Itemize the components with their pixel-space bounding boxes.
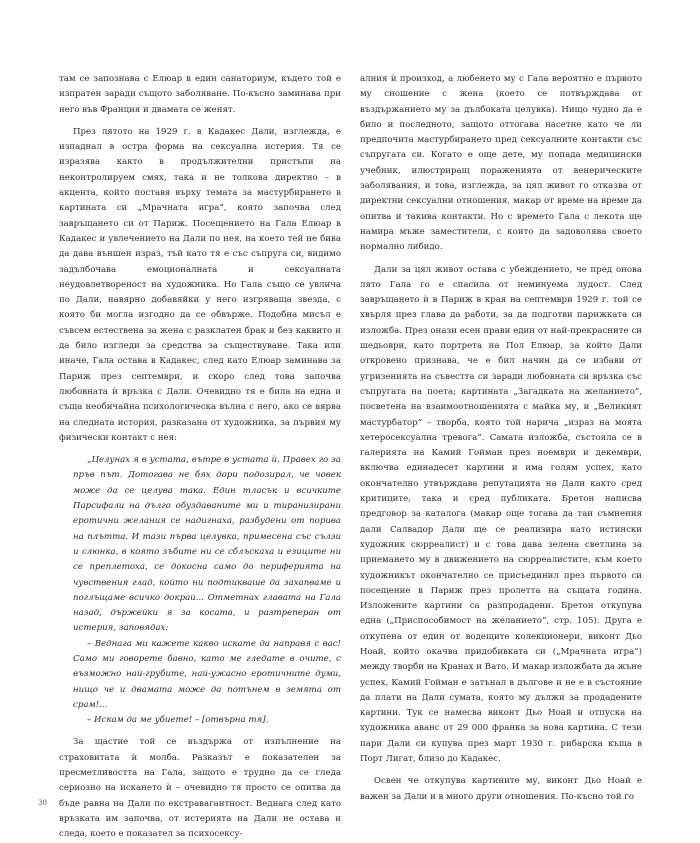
right-text-column xyxy=(360,72,642,805)
quote-paragraph: – Искам да ме убиете! – [отвърна тя]. xyxy=(87,715,269,726)
page-number: 30 xyxy=(38,799,47,807)
body-paragraph: там се запознава с Елюар в един санаториум, където той е изпратен заради същото заболяване. По-късно заминава при него във Франция и двамата се женят. xyxy=(59,74,341,115)
quote-paragraph: – Веднага ми кажете какво искате да направя с вас! Само ми говорете бавно, като ме гледате в очите, с възможно най-грубите, най-ужасно еротичните думи, нищо че и двамата може да потънем в земята от срам!... xyxy=(73,638,341,710)
quote-paragraph: „Целунах я в устата, вътре в устата ѝ. Правех го за пръв път. Дотогава не бях дори подозирал, че човек може да се целува така. Един тласък и всичките Парсифали на дълго обуздаваните ми и тиранизирани еротични желания се надигнаха, разбудени от порива на плътта. И тази първа целувка, примесена със сълзи и слюнка, в която зъбите ни се сблъскаха и езиците ни се преплетоха, се докосна само до периферията на чувствения глад, който ни подтикваше да захапваме и поглъщаме всичко докрай... Отметнах главата на Гала назад, държейки я за косата, и разтреперан от истерия, заповядах: xyxy=(73,455,341,634)
body-paragraph: През лятото на 1929 г. в Кадакес Дали, изглежда, е изпаднал в остра форма на сексуална истерия. Тя се изразява както в продължителни пристъпи на неконтролируем смях, така и не толкова директно – в акцента, който поставя върху темата за мастурбирането в картината си „Мрачната игра“, която започва след завръщането си от Париж. Посещението на Гала Елюар в Кадакес и увлечението на Дали по нея, на което тей не бива да дава външен израз, тъй като тя е със съпруга си, видимо задълбочава емоционалната и сексуалната неудовлетвореност на художника. Но Гала също се увлича по Дали, навярно добавяйки у него изгряваща звезда, с която би могла изгодно да се обвърже. Подобна мисъл е съвсем естествена за жена с разклатен брак и без каквито и да било изгледи за средства за съществуване. Така или иначе, Гала остава в Кадакес, след като Елюар заминава за Париж през септември, и скоро след това започва любовната ѝ връзка с Дали. Очевидно тя е била на една и съща необичайна психологическа вълна с него, ако се вярва на следната история, разказана от художника, за първия му физически контакт с нея: xyxy=(59,126,341,443)
body-paragraph: Освен че откупува картините му, виконт Дьо Ноай е важен за Дали и в много други отношения. По-късно той го xyxy=(360,776,642,802)
left-text-column xyxy=(59,72,341,843)
body-paragraph: алния ѝ произход, а любенето му с Гала вероятно е първото му сношение с жена (което се потвърждава от въздържанието му за дълбоката целувка). Нищо чудно да е било и последното, защото оттогава насетне като че ли предпочита мастурбирането пред сексуалните контакти със съпругата си. Когато е още дете, му попада медицински учебник, илюстриращ пораженията от венерическите заболявания, и това, изглежда, за цял живот го отказва от директни сексуални отношения, макар от време на време да опитва и такива контакти. Но с времето Гала с лекота ще намира мъже заместители, с които да задоволява своето нормално либидо. xyxy=(360,74,642,253)
body-paragraph: Дали за цял живот остава с убеждението, че пред онова лято Гала го е спасила от неминуема лудост. След завръщането ѝ в Париж в края на септември 1929 г. той се хвърля през глава да работи, за да подготви парижката си изложба. През онази есен прави един от най-прекрасните си шедьоври, като портрета на Пол Елюар, за който Дали откровено признава, че е бил начин да се избави от угризенията на съвестта си заради любовната си връзка със съпругата на поета; картината „Загадката на желанието“, посветена на взаимоотношенията с майка му, и „Великият мастурбатор“ – творба, която той нарича „израз на моята хетеросексуална тревога“. Самата изложба, състояла се в галерията на Камий Гойман през ноември и декември, включва единадесет картини и има голям успех, като окончателно утвърждава репутацията на Дали както сред критиците, така и сред публиката. Бретон написва предговор за каталога (макар още тогава да таи съмнения дали Салвадор Дали ще се реализира като истински художник сюрреалист) и с това дава зелена светлина за приемането му в движението на сюрреалистите, към което художникът окончателно се присъединил през първото си посещение в Париж през пролетта на същата година. Изложените картини са разпродадени. Бретон откупува една („Приспособимост на желанието“, стр. 105). Друга е откупена от един от водещите колекционери, виконт Дьо Ноай, който окачва придобивката си („Мрачната игра“) между творби на Кранах и Вато. И макар изложбата да жъне успех, Камий Гойман е затънал в дългове и не е в състояние да плати на Дали сумата, която му дължи за продадените картини. Тук се намесва виконт Дьо Ноай и отпуска на художника аванс от 29 000 франка за нова картина. С тези пари Дали си купува през март 1930 г. рибарска къща в Порт Лигат, близо до Кадакес. xyxy=(360,264,642,765)
body-paragraph: За щастие той се въздържа от изпълнение на страховитата ѝ молба. Разказът е показателен за пресметливостта на Гала, защото е трудно да се гледа сериозно на искането ѝ – очевидно тя просто се опитва да бъде равна на Дали по екстравагантност. Веднага след като връзката им започва, от истерията на Дали не остава и следа, което е показател за психосексу- xyxy=(59,737,341,840)
